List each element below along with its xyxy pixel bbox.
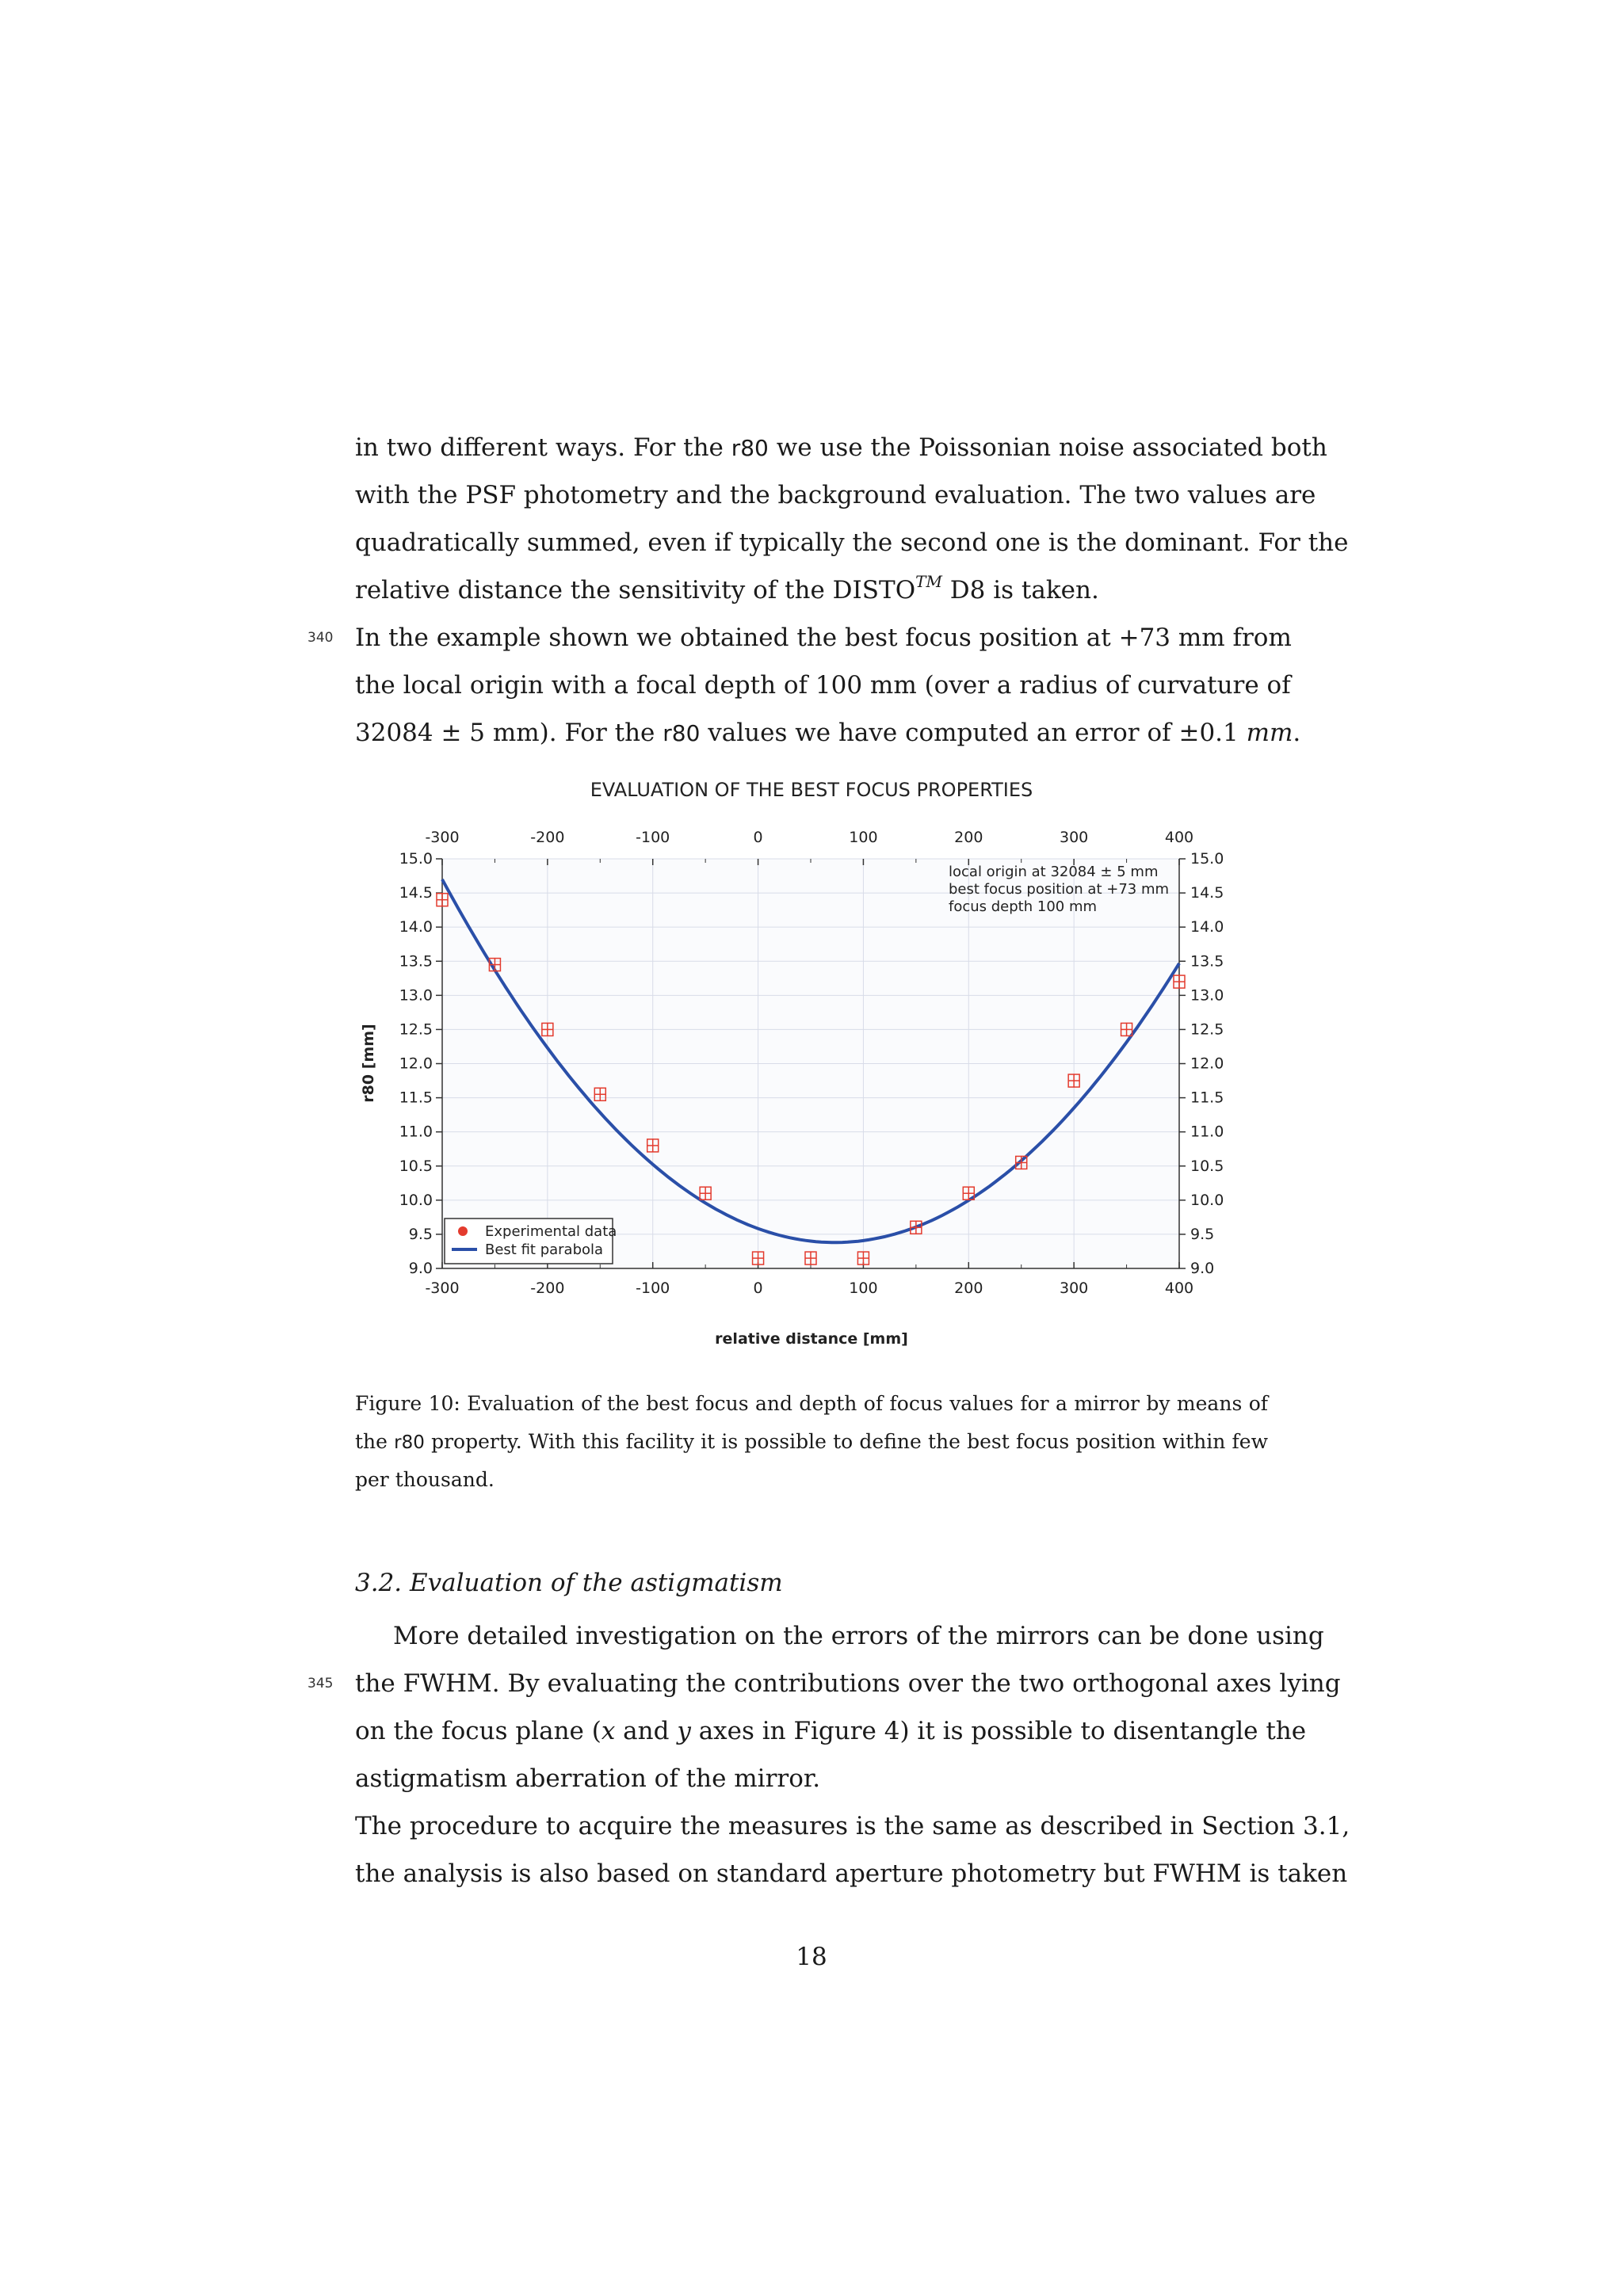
text-line: with the PSF photometry and the background evaluation. The two values are bbox=[355, 481, 1316, 509]
x-tick-label: -200 bbox=[530, 1280, 565, 1297]
y-tick-label: 15.0 bbox=[399, 850, 433, 868]
x-tick-label: -300 bbox=[425, 1280, 460, 1297]
y-tick-label: 11.0 bbox=[1190, 1123, 1224, 1141]
annotation-line: best focus position at +73 mm bbox=[949, 881, 1170, 898]
text-line: quadratically summed, even if typically the second one is the dominant. For the bbox=[355, 528, 1349, 557]
y-tick-label: 9.0 bbox=[408, 1260, 433, 1277]
x-tick-label: 400 bbox=[1164, 829, 1194, 846]
legend-marker-experimental bbox=[458, 1226, 468, 1236]
y-tick-label: 14.0 bbox=[1190, 918, 1224, 936]
y-tick-label: 12.5 bbox=[1190, 1020, 1224, 1039]
x-tick-label: 400 bbox=[1164, 1280, 1194, 1297]
y-tick-label: 12.5 bbox=[399, 1020, 433, 1039]
y-tick-label: 14.0 bbox=[399, 918, 433, 936]
y-tick-label: 11.5 bbox=[1190, 1089, 1224, 1107]
y-tick-label: 12.0 bbox=[1190, 1055, 1224, 1073]
text-line: The procedure to acquire the measures is the same as described in Section 3.1, bbox=[355, 1812, 1350, 1840]
page-number: 18 bbox=[796, 1943, 827, 1971]
x-tick-label: -100 bbox=[636, 829, 670, 846]
x-tick-label: 300 bbox=[1060, 1280, 1089, 1297]
chart-title: EVALUATION OF THE BEST FOCUS PROPERTIES bbox=[590, 779, 1033, 801]
text-line: In the example shown we obtained the best focus position at +73 mm from bbox=[355, 624, 1292, 652]
text-line: in two different ways. For the r80 we use the Poissonian noise associated both bbox=[355, 433, 1327, 462]
y-tick-label: 9.0 bbox=[1190, 1260, 1215, 1277]
x-tick-label: -200 bbox=[530, 829, 565, 846]
text-line: on the focus plane (x and y axes in Figure 4) it is possible to disentangle the bbox=[355, 1717, 1307, 1745]
paragraph-2 bbox=[355, 614, 1301, 757]
y-tick-label: 11.5 bbox=[399, 1089, 433, 1107]
y-tick-label: 12.0 bbox=[399, 1055, 433, 1073]
legend bbox=[445, 1219, 617, 1264]
text-line: More detailed investigation on the errors of the mirrors can be done using bbox=[393, 1622, 1324, 1650]
y-tick-label: 9.5 bbox=[1190, 1225, 1215, 1243]
annotation-line: focus depth 100 mm bbox=[949, 898, 1098, 915]
x-tick-label: 200 bbox=[954, 1280, 983, 1297]
x-tick-label: 0 bbox=[753, 1280, 763, 1297]
y-tick-label: 14.5 bbox=[1190, 884, 1224, 902]
y-tick-label: 13.0 bbox=[1190, 986, 1224, 1005]
line-number: 340 bbox=[307, 630, 334, 646]
text-line: relative distance the sensitivity of the DISTO™ D8 is taken. bbox=[355, 572, 1099, 605]
y-tick-label: 13.5 bbox=[1190, 952, 1224, 971]
y-tick-label: 11.0 bbox=[399, 1123, 433, 1141]
text-line: the FWHM. By evaluating the contributions over the two orthogonal axes lying bbox=[355, 1669, 1341, 1698]
caption-line: Figure 10: Evaluation of the best focus and depth of focus values for a mirror by means of bbox=[355, 1392, 1268, 1415]
caption-line: the r80 property. With this facility it is possible to define the best focus position within few bbox=[355, 1430, 1269, 1453]
x-tick-label: 100 bbox=[849, 829, 878, 846]
y-tick-label: 10.5 bbox=[1190, 1157, 1224, 1175]
paragraph-1 bbox=[355, 424, 1349, 614]
legend-label-experimental: Experimental data bbox=[485, 1223, 617, 1240]
y-tick-label: 10.0 bbox=[399, 1191, 433, 1209]
x-tick-label: -300 bbox=[425, 829, 460, 846]
figure-caption bbox=[355, 1385, 1268, 1499]
y-tick-label: 10.5 bbox=[399, 1157, 433, 1175]
y-axis-label: r80 [mm] bbox=[360, 1024, 377, 1103]
text-line: astigmatism aberration of the mirror. bbox=[355, 1764, 821, 1793]
x-tick-label: 0 bbox=[753, 829, 763, 846]
paragraph-3 bbox=[355, 1612, 1350, 1897]
x-axis-label: relative distance [mm] bbox=[715, 1330, 908, 1348]
section-heading: 3.2. Evaluation of the astigmatism bbox=[355, 1569, 783, 1597]
x-tick-label: 100 bbox=[849, 1280, 878, 1297]
x-tick-label: 300 bbox=[1060, 829, 1089, 846]
annotation-line: local origin at 32084 ± 5 mm bbox=[949, 864, 1159, 880]
text-line: 32084 ± 5 mm). For the r80 values we have computed an error of ±0.1 mm. bbox=[355, 719, 1301, 747]
y-tick-label: 13.5 bbox=[399, 952, 433, 971]
text-line: the local origin with a focal depth of 100 mm (over a radius of curvature of bbox=[355, 671, 1291, 700]
y-tick-label: 9.5 bbox=[408, 1225, 433, 1243]
line-number: 345 bbox=[307, 1676, 334, 1691]
x-tick-label: -100 bbox=[636, 1280, 670, 1297]
caption-line: per thousand. bbox=[355, 1468, 495, 1491]
y-tick-label: 14.5 bbox=[399, 884, 433, 902]
y-tick-label: 10.0 bbox=[1190, 1191, 1224, 1209]
y-tick-label: 15.0 bbox=[1190, 850, 1224, 868]
text-line: the analysis is also based on standard aperture photometry but FWHM is taken bbox=[355, 1859, 1348, 1888]
x-tick-label: 200 bbox=[954, 829, 983, 846]
legend-label-fit: Best fit parabola bbox=[485, 1241, 604, 1258]
best-focus-chart bbox=[355, 769, 1268, 1355]
y-tick-label: 13.0 bbox=[399, 986, 433, 1005]
